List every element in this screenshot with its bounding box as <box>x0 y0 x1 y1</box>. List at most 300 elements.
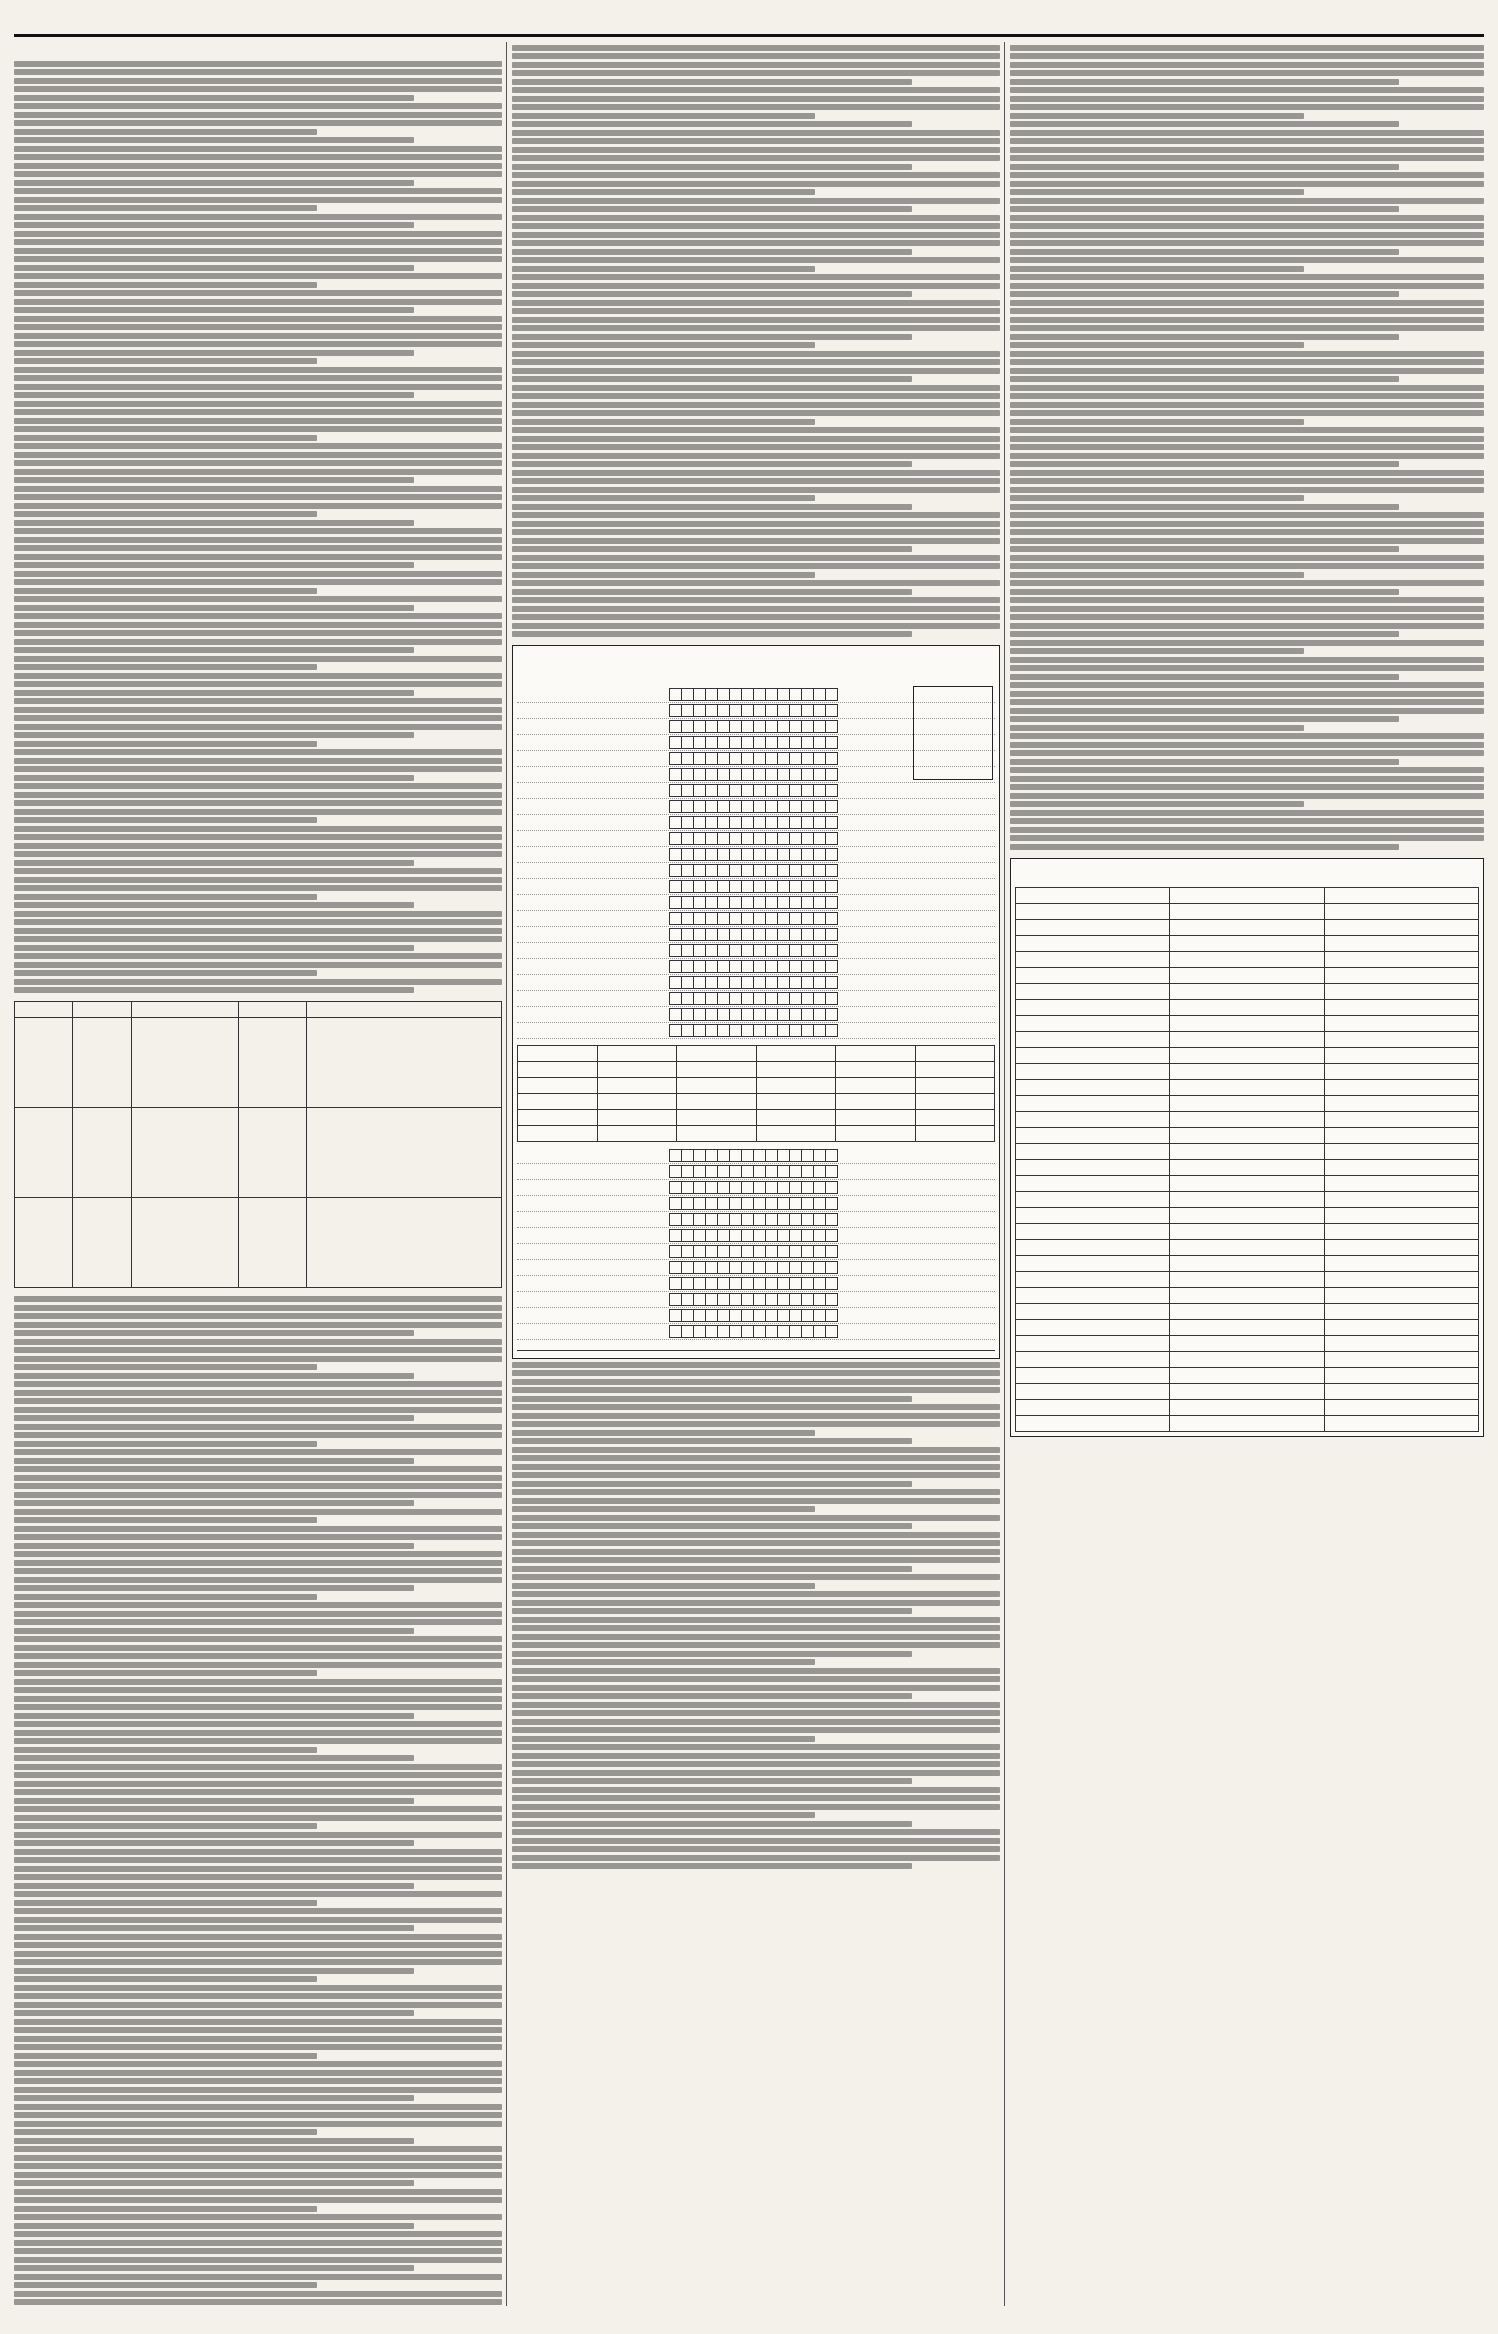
form-input-boxes[interactable] <box>670 768 838 781</box>
table-cell <box>307 1198 502 1288</box>
table-cell <box>1016 1335 1170 1351</box>
form-fields <box>517 1148 995 1340</box>
text-line <box>512 1787 1000 1793</box>
table-cell <box>1324 1351 1478 1367</box>
table-cell <box>1170 1047 1324 1063</box>
signature-line <box>517 1350 995 1351</box>
text-line <box>14 817 317 823</box>
form-row <box>517 831 995 847</box>
form-input-boxes[interactable] <box>670 1181 838 1194</box>
text-line <box>512 232 1000 238</box>
text-block <box>512 1362 1000 1870</box>
form-input-boxes[interactable] <box>670 992 838 1005</box>
text-line <box>1010 45 1484 51</box>
text-line <box>512 427 1000 433</box>
table-cell <box>1016 983 1170 999</box>
text-line <box>512 1574 1000 1580</box>
table-cell <box>756 1094 836 1110</box>
page-footer <box>1334 2310 1484 2328</box>
text-line <box>1010 206 1399 212</box>
text-line <box>512 257 1000 263</box>
text-line <box>1010 436 1484 442</box>
table-row <box>15 1108 502 1198</box>
table-cell <box>1016 967 1170 983</box>
table-row <box>1016 999 1479 1015</box>
text-line <box>14 2291 502 2297</box>
table-cell <box>1170 1127 1324 1143</box>
text-line <box>14 647 414 653</box>
text-line <box>14 656 502 662</box>
table-cell <box>756 1126 836 1142</box>
text-line <box>1010 784 1484 790</box>
text-line <box>14 664 317 670</box>
text-line <box>1010 427 1484 433</box>
vacancy-table <box>14 1001 502 1288</box>
text-line <box>14 1959 502 1965</box>
text-line <box>14 596 502 602</box>
form-input-boxes[interactable] <box>670 960 838 973</box>
table-cell <box>1170 1271 1324 1287</box>
form-row <box>517 1324 995 1340</box>
form-input-boxes[interactable] <box>670 1197 838 1210</box>
table-cell <box>836 1126 916 1142</box>
text-line <box>1010 538 1484 544</box>
text-line <box>1010 606 1484 612</box>
form-input-boxes[interactable] <box>670 1165 838 1178</box>
table-row <box>1016 1127 1479 1143</box>
text-line <box>512 351 1000 357</box>
text-line <box>1010 699 1484 705</box>
text-line <box>512 1651 912 1657</box>
table-cell <box>1016 1255 1170 1271</box>
table-cell <box>1170 1031 1324 1047</box>
text-line <box>14 2274 502 2280</box>
form-input-boxes[interactable] <box>670 816 838 829</box>
text-line <box>512 79 912 85</box>
text-line <box>14 2206 317 2212</box>
table-cell <box>597 1110 677 1126</box>
table-cell <box>1016 1111 1170 1127</box>
column-divider <box>1004 42 1005 2306</box>
form-input-boxes[interactable] <box>670 928 838 941</box>
text-line <box>14 1738 502 1744</box>
form-input-boxes[interactable] <box>670 800 838 813</box>
text-line <box>1010 546 1399 552</box>
text-line <box>1010 844 1399 850</box>
text-line <box>512 1362 1000 1368</box>
text-line <box>14 639 502 645</box>
text-line <box>512 147 1000 153</box>
text-line <box>14 741 317 747</box>
text-line <box>1010 121 1399 127</box>
text-line <box>512 87 1000 93</box>
table-row <box>1016 935 1479 951</box>
form-input-boxes[interactable] <box>670 704 838 717</box>
text-line <box>512 1481 912 1487</box>
text-line <box>14 120 502 126</box>
table-cell <box>1170 1239 1324 1255</box>
form-input-boxes[interactable] <box>670 752 838 765</box>
form-row <box>517 1276 995 1292</box>
form-input-boxes[interactable] <box>670 1213 838 1226</box>
text-line <box>1010 189 1304 195</box>
form-input-boxes[interactable] <box>670 880 838 893</box>
text-line <box>1010 614 1484 620</box>
text-line <box>512 1795 1000 1801</box>
text-line <box>14 2299 502 2305</box>
text-line <box>14 494 502 500</box>
text-line <box>1010 87 1484 93</box>
text-line <box>14 1526 502 1532</box>
text-line <box>14 792 502 798</box>
form-input-boxes[interactable] <box>670 1293 838 1306</box>
text-line <box>14 1356 502 1362</box>
text-line <box>14 69 502 75</box>
text-line <box>512 1591 1000 1597</box>
text-line <box>14 2214 502 2220</box>
text-line <box>14 401 502 407</box>
section-heading <box>14 46 502 58</box>
text-line <box>14 1475 502 1481</box>
table-cell <box>15 1018 73 1108</box>
text-line <box>14 103 502 109</box>
table-cell <box>1324 1207 1478 1223</box>
form-input-boxes[interactable] <box>670 832 838 845</box>
text-line <box>512 529 1000 535</box>
text-line <box>14 2036 502 2042</box>
text-line <box>512 342 815 348</box>
text-line <box>14 520 414 526</box>
form-input-boxes[interactable] <box>670 720 838 733</box>
form-input-boxes[interactable] <box>670 864 838 877</box>
text-line <box>512 1676 1000 1682</box>
text-line <box>1010 79 1399 85</box>
text-line <box>14 2112 502 2118</box>
text-line <box>1010 385 1484 391</box>
text-line <box>14 1458 414 1464</box>
text-line <box>14 758 502 764</box>
text-line <box>1010 164 1399 170</box>
table-cell <box>1170 1415 1324 1431</box>
text-line <box>1010 351 1484 357</box>
table-cell <box>756 1078 836 1094</box>
text-line <box>14 239 502 245</box>
text-line <box>1010 563 1484 569</box>
table-header <box>15 1002 73 1018</box>
table-cell <box>1170 1207 1324 1223</box>
form-input-boxes[interactable] <box>670 736 838 749</box>
text-line <box>14 2138 414 2144</box>
text-line <box>512 62 1000 68</box>
form-input-boxes[interactable] <box>670 1149 838 1162</box>
text-line <box>14 868 502 874</box>
form-input-boxes[interactable] <box>670 976 838 989</box>
text-line <box>14 163 502 169</box>
text-line <box>14 1381 502 1387</box>
text-line <box>512 198 1000 204</box>
table-cell <box>1170 1111 1324 1127</box>
text-line <box>512 70 1000 76</box>
text-line <box>1010 818 1484 824</box>
text-line <box>1010 759 1399 765</box>
table-row <box>1016 1191 1479 1207</box>
form-input-boxes[interactable] <box>670 688 838 701</box>
text-line <box>14 1339 502 1345</box>
form-row <box>517 1292 995 1308</box>
table-row <box>1016 1063 1479 1079</box>
text-line <box>512 572 815 578</box>
table-cell <box>836 1110 916 1126</box>
text-line <box>1010 308 1484 314</box>
text-line <box>512 325 1000 331</box>
table-cell <box>15 1198 73 1288</box>
table-cell <box>1324 1415 1478 1431</box>
text-line <box>512 580 1000 586</box>
table-cell <box>1016 1287 1170 1303</box>
text-line <box>1010 138 1484 144</box>
text-line <box>14 222 414 228</box>
table-cell <box>1016 1063 1170 1079</box>
form-input-boxes[interactable] <box>670 1229 838 1242</box>
form-input-boxes[interactable] <box>670 1008 838 1021</box>
text-line <box>14 2231 502 2237</box>
column-left <box>14 42 502 2306</box>
text-line <box>512 1770 1000 1776</box>
text-line <box>14 1670 317 1676</box>
text-line <box>14 1517 317 1523</box>
text-line <box>14 1594 317 1600</box>
text-line <box>512 317 1000 323</box>
text-line <box>14 154 502 160</box>
table-cell <box>1324 1319 1478 1335</box>
text-line <box>14 902 414 908</box>
column-divider <box>506 42 507 2306</box>
table-cell <box>1324 1287 1478 1303</box>
form-row <box>517 1180 995 1196</box>
text-line <box>512 606 1000 612</box>
text-line <box>14 392 414 398</box>
table-row <box>1016 1255 1479 1271</box>
table-row <box>1016 1319 1479 1335</box>
form-input-boxes[interactable] <box>670 1277 838 1290</box>
table-cell <box>836 1046 916 1062</box>
text-line <box>14 1424 502 1430</box>
form-input-boxes[interactable] <box>670 1024 838 1037</box>
form-row <box>517 959 995 975</box>
table-cell <box>1170 1287 1324 1303</box>
text-line <box>512 1438 912 1444</box>
text-line <box>512 172 1000 178</box>
text-line <box>512 249 912 255</box>
text-line <box>1010 623 1484 629</box>
table-cell <box>1324 1095 1478 1111</box>
text-line <box>14 460 502 466</box>
text-line <box>1010 274 1484 280</box>
text-line <box>512 1625 1000 1631</box>
table-cell <box>1016 1127 1170 1143</box>
text-line <box>14 418 502 424</box>
text-line <box>1010 402 1484 408</box>
text-line <box>14 2240 502 2246</box>
text-line <box>14 299 502 305</box>
form-row <box>517 1228 995 1244</box>
text-line <box>1010 742 1484 748</box>
text-line <box>14 2172 502 2178</box>
text-line <box>512 368 1000 374</box>
text-line <box>14 1449 502 1455</box>
text-line <box>14 1942 502 1948</box>
text-line <box>1010 419 1304 425</box>
text-line <box>512 1727 1000 1733</box>
text-line <box>1010 631 1399 637</box>
form-row <box>517 1244 995 1260</box>
text-line <box>14 1602 502 1608</box>
text-line <box>512 1447 1000 1453</box>
form-row <box>517 1148 995 1164</box>
text-line <box>14 979 502 985</box>
text-line <box>14 2197 502 2203</box>
table-cell <box>1170 1303 1324 1319</box>
form-input-boxes[interactable] <box>670 1325 838 1338</box>
table-cell <box>597 1078 677 1094</box>
form-row <box>517 815 995 831</box>
text-line <box>14 698 502 704</box>
text-line <box>14 690 414 696</box>
text-line <box>1010 793 1484 799</box>
text-line <box>512 1404 1000 1410</box>
text-line <box>14 2019 502 2025</box>
text-line <box>1010 444 1484 450</box>
text-line <box>1010 283 1484 289</box>
table-row <box>1016 1415 1479 1431</box>
text-line <box>14 2053 317 2059</box>
text-line <box>14 1840 414 1846</box>
table-cell <box>1170 919 1324 935</box>
table-cell <box>1324 1255 1478 1271</box>
text-line <box>14 987 414 993</box>
table-cell <box>1016 903 1170 919</box>
form-input-boxes[interactable] <box>670 896 838 909</box>
application-form <box>512 645 1000 1359</box>
text-line <box>512 1370 1000 1376</box>
text-line <box>14 2265 414 2271</box>
text-line <box>14 809 502 815</box>
text-line <box>14 231 502 237</box>
text-line <box>14 1823 317 1829</box>
text-line <box>14 775 414 781</box>
text-line <box>1010 53 1484 59</box>
table-cell <box>1324 1079 1478 1095</box>
text-line <box>14 1687 502 1693</box>
text-line <box>512 1659 815 1665</box>
text-line <box>1010 725 1304 731</box>
table-cell <box>239 1108 307 1198</box>
table-cell <box>1170 1095 1324 1111</box>
text-line <box>14 1696 502 1702</box>
table-cell <box>1016 1367 1170 1383</box>
table-row <box>15 1198 502 1288</box>
text-line <box>14 1721 502 1727</box>
text-line <box>512 359 1000 365</box>
table-cell <box>1324 887 1478 903</box>
form-input-boxes[interactable] <box>670 944 838 957</box>
table-cell <box>1170 935 1324 951</box>
text-line <box>14 953 502 959</box>
table-row <box>1016 1143 1479 1159</box>
form-row <box>517 927 995 943</box>
text-line <box>14 1730 502 1736</box>
text-line <box>14 1543 414 1549</box>
text-line <box>14 1976 317 1982</box>
text-line <box>14 1577 502 1583</box>
text-line <box>14 1951 502 1957</box>
table-cell <box>1324 1223 1478 1239</box>
form-input-boxes[interactable] <box>670 1261 838 1274</box>
text-line <box>14 409 502 415</box>
table-cell <box>1324 1015 1478 1031</box>
text-line <box>14 545 502 551</box>
table-cell <box>1016 1383 1170 1399</box>
form-input-boxes[interactable] <box>670 848 838 861</box>
text-line <box>14 197 502 203</box>
form-input-boxes[interactable] <box>670 912 838 925</box>
text-line <box>1010 96 1484 102</box>
table-cell <box>131 1018 238 1108</box>
form-input-boxes[interactable] <box>670 1309 838 1322</box>
text-line <box>512 1430 815 1436</box>
table-row <box>1016 1351 1479 1367</box>
text-line <box>512 461 912 467</box>
table-cell <box>518 1078 598 1094</box>
table-row <box>518 1094 995 1110</box>
form-row <box>517 879 995 895</box>
text-line <box>14 1908 502 1914</box>
column-right <box>1010 42 1484 2306</box>
text-line <box>1010 776 1484 782</box>
text-line <box>14 1492 502 1498</box>
table-row <box>1016 1031 1479 1047</box>
table-cell <box>73 1198 131 1288</box>
text-line <box>14 1747 317 1753</box>
table-row <box>518 1062 995 1078</box>
text-line <box>512 495 815 501</box>
text-line <box>14 945 414 951</box>
text-line <box>1010 767 1484 773</box>
table-cell <box>1324 1111 1478 1127</box>
text-line <box>14 137 414 143</box>
text-line <box>512 555 1000 561</box>
text-line <box>14 265 414 271</box>
form-row <box>517 1260 995 1276</box>
form-input-boxes[interactable] <box>670 784 838 797</box>
text-line <box>14 928 502 934</box>
table-cell <box>915 1126 995 1142</box>
text-line <box>1010 181 1484 187</box>
form-row <box>517 1308 995 1324</box>
text-line <box>1010 691 1484 697</box>
form-input-boxes[interactable] <box>670 1245 838 1258</box>
table-row <box>1016 1159 1479 1175</box>
form-row <box>517 975 995 991</box>
text-line <box>512 376 912 382</box>
table-cell <box>307 1108 502 1198</box>
text-line <box>14 1415 414 1421</box>
text-line <box>14 860 414 866</box>
text-line <box>14 1891 502 1897</box>
text-line <box>14 1407 502 1413</box>
table-cell <box>239 1018 307 1108</box>
text-line <box>14 86 502 92</box>
